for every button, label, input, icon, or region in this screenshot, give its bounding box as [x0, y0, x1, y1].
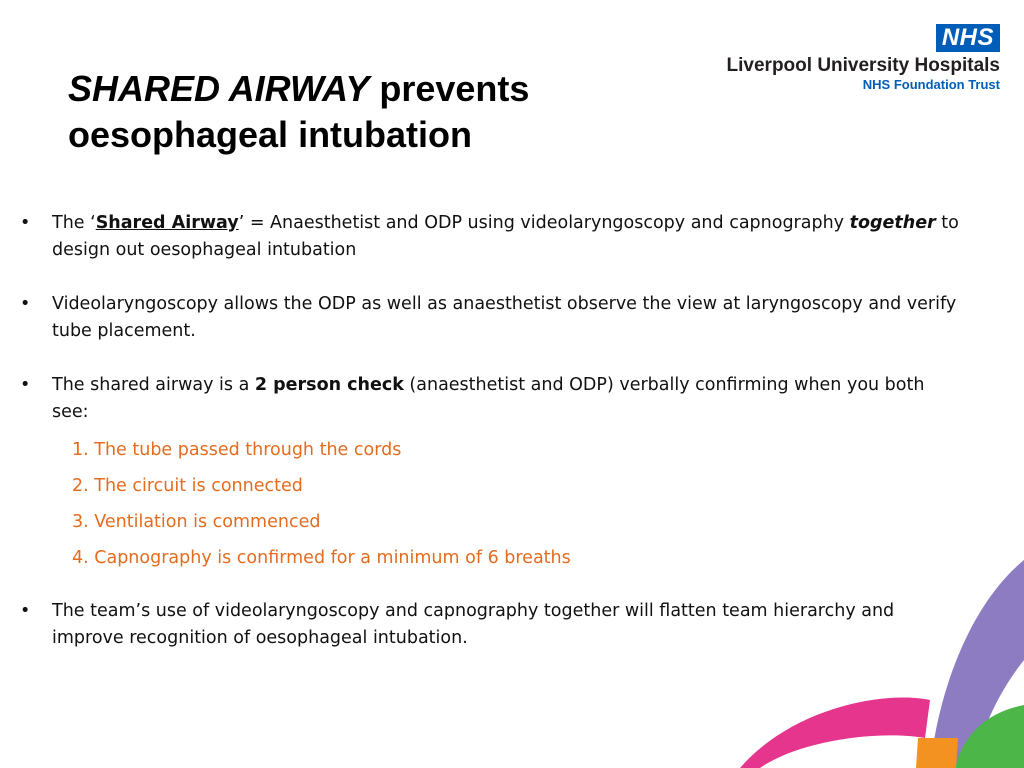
check-steps-list: [20, 432, 960, 576]
bullet-text: The shared airway is a: [52, 375, 255, 395]
green-arc: [955, 705, 1024, 768]
nhs-logo: [710, 24, 1000, 93]
org-subtitle: NHS Foundation Trust: [862, 77, 1000, 92]
bullet-dot: •: [20, 294, 31, 314]
bullet-dot: •: [20, 601, 31, 621]
bullet-text: to design out oesophageal intubation: [52, 213, 959, 260]
bullet-team-hierarchy: [20, 598, 960, 652]
bullet-two-person-check: [20, 372, 960, 426]
bullet-text: (anaesthetist and ODP) verbally confirming when you both see:: [52, 375, 925, 422]
org-name: Liverpool University Hospitals: [726, 55, 1000, 76]
bullet-shared-airway: [20, 210, 960, 264]
check-step: 1. The tube passed through the cords: [72, 440, 402, 460]
bullet-dot: •: [20, 213, 31, 233]
magenta-arc: [740, 698, 930, 768]
shared-airway-term: Shared Airway: [95, 213, 239, 233]
title-rest: prevents: [369, 68, 530, 109]
check-step: 2. The circuit is connected: [72, 476, 303, 496]
bullet-text: The team’s use of videolaryngoscopy and capnography together will flatten team hierarchy and improve recognition of oesophageal intubation.: [52, 601, 895, 648]
nhs-logo-box: NHS: [936, 24, 1000, 52]
bullet-videolaryngoscopy: [20, 291, 960, 345]
check-step: 3. Ventilation is commenced: [72, 512, 321, 532]
bullet-text: Videolaryngoscopy allows the ODP as well as anaesthetist observe the view at laryngoscopy and verify tube placement.: [52, 294, 957, 341]
check-step: 4. Capnography is confirmed for a minimum of 6 breaths: [72, 548, 571, 568]
together-emphasis: together: [849, 213, 936, 233]
two-person-check-term: 2 person check: [254, 375, 404, 395]
orange-block: [916, 738, 958, 768]
slide-title: [68, 66, 668, 158]
slide-body: [20, 210, 960, 679]
bullet-text: The ‘: [52, 213, 96, 233]
title-emphasis: SHARED AIRWAY: [68, 68, 370, 109]
bullet-text: ’ = Anaesthetist and ODP using videolaryngoscopy and capnography: [238, 213, 850, 233]
title-line-2: oesophageal intubation: [68, 114, 473, 155]
bullet-dot: •: [20, 375, 31, 395]
